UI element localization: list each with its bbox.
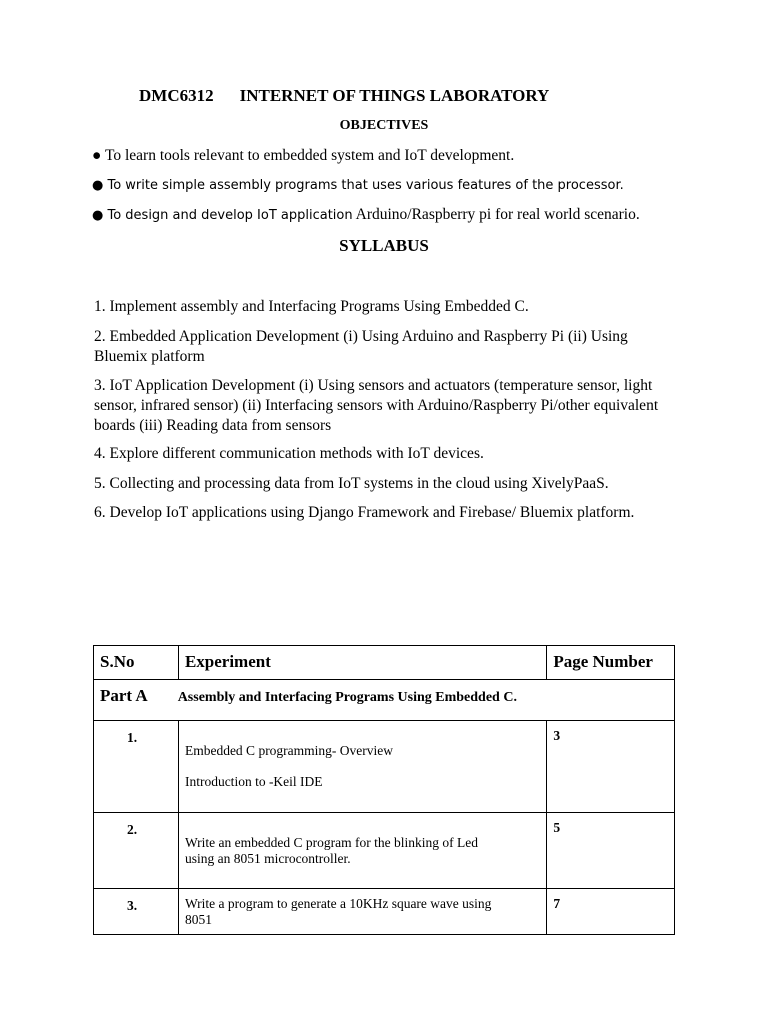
syllabus-title: SYLLABUS	[339, 236, 429, 255]
row-experiment: Write a program to generate a 10KHz square wave using 8051	[178, 889, 546, 935]
part-label: Part A	[100, 686, 148, 705]
syllabus-item: 1. Implement assembly and Interfacing Programs Using Embedded C.	[94, 298, 529, 315]
row-sno: 3.	[94, 889, 179, 935]
objective-item-part: ● To design and develop IoT application	[92, 208, 353, 223]
course-code: DMC6312	[139, 86, 214, 105]
table-header-row	[94, 646, 675, 680]
experiment-table	[93, 645, 675, 935]
header-page-number: Page Number	[547, 646, 675, 680]
objective-item: ● To write simple assembly programs that uses various features of the processor.	[92, 178, 624, 193]
row-page: 5	[547, 813, 675, 889]
row-page: 7	[547, 889, 675, 935]
syllabus-item: 2. Embedded Application Development (i) Using Arduino and Raspberry Pi (ii) Using Bluemix platform	[94, 328, 628, 365]
objective-item: ● To learn tools relevant to embedded system and IoT development.	[92, 147, 515, 164]
syllabus-item: 4. Explore different communication methods with IoT devices.	[94, 445, 484, 462]
part-row	[94, 680, 675, 721]
syllabus-item: 5. Collecting and processing data from IoT systems in the cloud using XivelyPaaS.	[94, 475, 609, 492]
row-page: 3	[547, 721, 675, 813]
objectives-title: OBJECTIVES	[339, 118, 429, 133]
course-title: INTERNET OF THINGS LABORATORY	[239, 86, 550, 105]
header-sno: S.No	[94, 646, 179, 680]
table-row	[94, 721, 675, 813]
syllabus-item: 3. IoT Application Development (i) Using sensors and actuators (temperature sensor, light sensor, infrared sensor) (ii) Interfacing sensors with Arduino/Raspberry Pi/other equivalent boards (iii) Reading data from sensors	[94, 377, 659, 434]
header-experiment: Experiment	[178, 646, 546, 680]
row-experiment: Write an embedded C program for the blinking of Led using an 8051 microcontroller.	[178, 813, 546, 889]
row-sno: 2.	[94, 813, 179, 889]
row-experiment: Embedded C programming- Overview Introduction to -Keil IDE	[178, 721, 546, 813]
objective-item	[92, 206, 640, 224]
table-row	[94, 889, 675, 935]
syllabus-item: 6. Develop IoT applications using Django Framework and Firebase/ Bluemix platform.	[94, 504, 635, 521]
course-heading	[139, 86, 549, 106]
row-sno: 1.	[94, 721, 179, 813]
table-row	[94, 813, 675, 889]
objective-item-part: Arduino/Raspberry pi for real world scenario.	[352, 206, 640, 223]
part-description: Assembly and Interfacing Programs Using Embedded C.	[177, 690, 517, 705]
part-cell	[94, 680, 675, 721]
